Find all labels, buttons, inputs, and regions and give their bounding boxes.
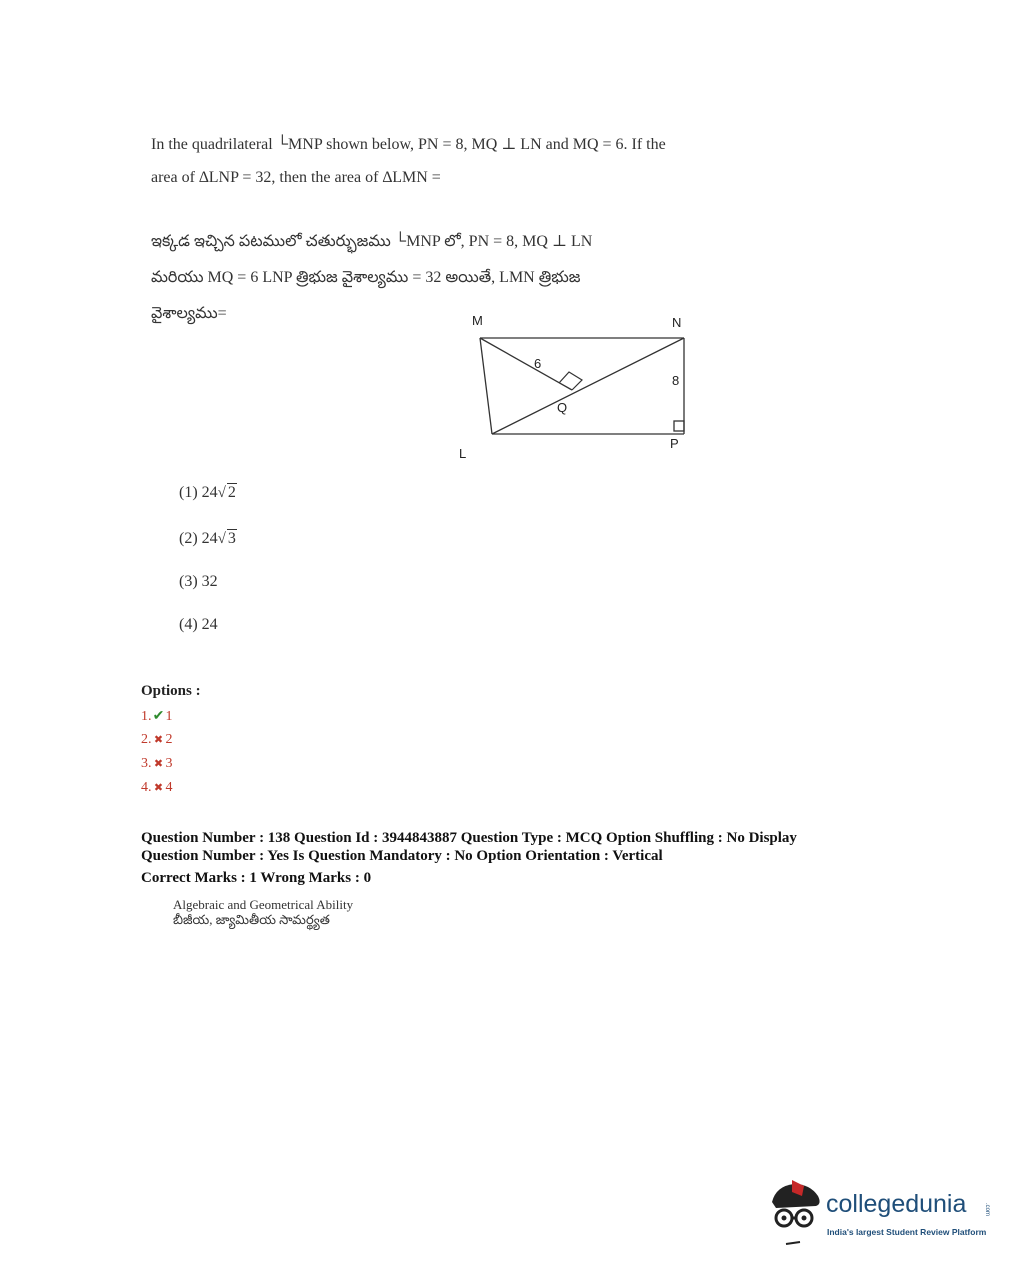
diagonal-ln: [492, 338, 684, 434]
brand-tagline: India's largest Student Review Platform: [827, 1227, 987, 1237]
choice-2: (2) 24√ 3: [179, 530, 236, 547]
subject-label: [173, 897, 353, 927]
choice-4: (4) 24: [179, 616, 218, 633]
logo-eye-right: [802, 1216, 807, 1221]
subject-telugu: బీజీయ, జ్యామితీయ సామర్థ్యత: [173, 912, 330, 927]
option-3: 3. ✖ 3: [141, 756, 173, 771]
question-meta-line-3: Correct Marks : 1 Wrong Marks : 0: [141, 870, 372, 886]
label-l: L: [459, 446, 467, 461]
quadrilateral-diagram: [440, 308, 700, 468]
side-lm: [480, 338, 492, 434]
brand-suffix: .com: [984, 1203, 990, 1217]
label-8: 8: [672, 373, 680, 388]
question-meta-line-1: Question Number : 138 Question Id : 3944843887 Question Type : MCQ Option Shuffling : No Display: [141, 830, 797, 846]
question-english-line-2: area of ∆LNP = 32, then the area of ∆LMN =: [151, 169, 441, 186]
question-english: [151, 128, 791, 194]
cross-icon: ✖: [153, 758, 164, 770]
choice-3: (3) 32: [179, 573, 218, 590]
right-angle-mark-p: [674, 421, 684, 431]
cross-icon: ✖: [153, 782, 164, 794]
cross-icon: ✖: [153, 734, 164, 746]
option-4: 4. ✖ 4: [141, 780, 173, 795]
question-meta-line-2: Question Number : Yes Is Question Mandatory : No Option Orientation : Vertical: [141, 848, 663, 864]
option-1: 1.✔1: [141, 709, 173, 724]
options-title: Options :: [141, 683, 201, 699]
option-2: 2. ✖ 2: [141, 732, 173, 747]
right-angle-mark-q: [559, 372, 582, 390]
question-english-line-1: In the quadrilateral └MNP shown below, PN = 8, MQ ⊥ LN and MQ = 6. If the: [151, 136, 666, 153]
label-6: 6: [534, 356, 542, 371]
label-m: M: [472, 313, 483, 328]
altitude-mq: [480, 338, 572, 390]
question-telugu-line-1: ఇక్కడ ఇచ్చిన పటములో చతుర్భుజము └MNP లో, PN = 8, MQ ⊥ LN: [151, 233, 593, 250]
question-telugu-line-3: వైశాల్యము=: [151, 305, 227, 322]
logo-smile: [786, 1242, 800, 1244]
brand-name: collegedunia: [826, 1190, 967, 1218]
logo-eye-left: [782, 1216, 787, 1221]
question-telugu-line-2: మరియు MQ = 6 LNP త్రిభుజ వైశాల్యము = 32 అయితే, LMN త్రిభుజ: [151, 269, 581, 286]
quadrilateral-outline: [480, 338, 684, 434]
label-n: N: [672, 315, 682, 330]
subject-english: Algebraic and Geometrical Ability: [173, 897, 354, 912]
label-p: P: [670, 436, 679, 451]
choice-1: (1) 24√ 2: [179, 484, 236, 501]
check-icon: ✔: [152, 709, 165, 724]
label-q: Q: [557, 400, 568, 415]
